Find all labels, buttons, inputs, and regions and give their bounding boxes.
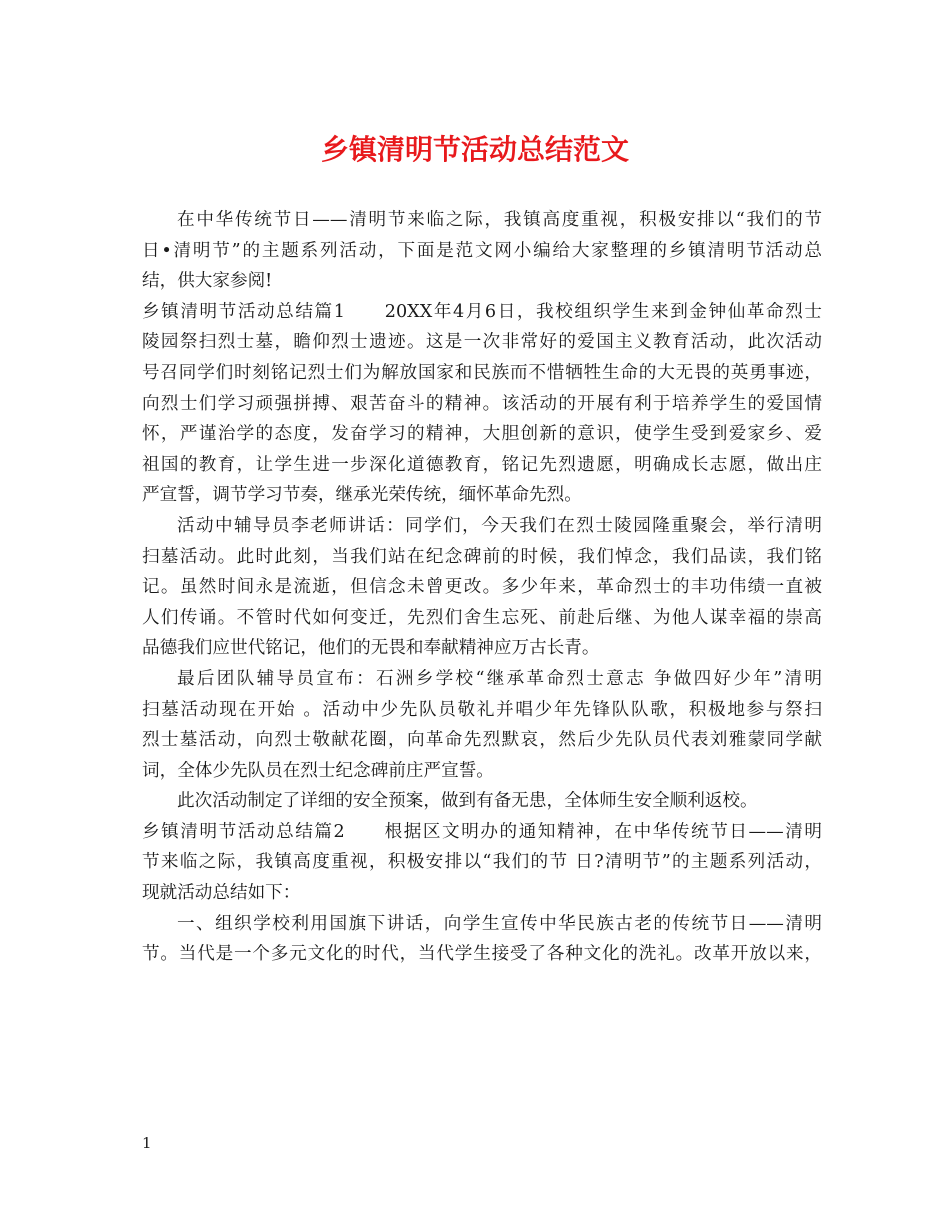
text-line: 词，全体少先队员在烈士纪念碑前庄严宣誓。	[142, 760, 494, 781]
text-line: 人们传诵。不管时代如何变迁，先烈们舍生忘死、前赴后继、为他人谋幸福的崇高	[142, 607, 822, 628]
text-line: 记。虽然时间永是流逝，但信念未曾更改。多少年来，革命烈士的丰功伟绩一直被	[142, 577, 822, 598]
text-line: 在中华传统节日——清明节来临之际，我镇高度重视，积极安排以“我们的节	[177, 210, 822, 230]
text-line: 烈士墓活动，向烈士敬献花圈，向革命先烈默哀，然后少先队员代表刘雅蒙同学献	[142, 730, 822, 751]
page-number: 1	[142, 1134, 152, 1152]
text-line: 日•清明节”的主题系列活动，下面是范文网小编给大家整理的乡镇清明节活动总	[142, 240, 822, 261]
text-line: 怀，严谨治学的态度，发奋学习的精神，大胆创新的意识，使学生受到爱家乡、爱	[142, 424, 822, 445]
document-title: 乡镇清明节活动总结范文	[320, 133, 629, 166]
text-line: 品德我们应世代铭记，他们的无畏和奉献精神应万古长青。	[142, 638, 600, 659]
text-line: 号召同学们时刻铭记烈士们为解放国家和民族而不惜牺牲生命的大无畏的英勇事迹，	[142, 362, 822, 383]
text-line: 结，供大家参阅!	[142, 271, 273, 292]
text-line: 陵园祭扫烈士墓，瞻仰烈士遗迹。这是一次非常好的爱国主义教育活动，此次活动	[142, 332, 822, 353]
document-body	[142, 205, 822, 970]
text-line: 扫墓活动。此时此刻，当我们站在纪念碑前的时候，我们悼念，我们品读，我们铭	[142, 546, 822, 567]
text-line: 此次活动制定了详细的安全预案，做到有备无患，全体师生安全顺利返校。	[177, 791, 758, 812]
text-line: 最后团队辅导员宣布：石洲乡学校“继承革命烈士意志 争做四好少年”清明	[177, 668, 822, 689]
text-line: 乡镇清明节活动总结篇1 20XX年4月6日，我校组织学生来到金钟仙革命烈士	[142, 301, 822, 322]
text-line: 一、组织学校利用国旗下讲话，向学生宣传中华民族古老的传统节日——清明	[177, 913, 822, 934]
text-line: 向烈士们学习顽强拼搏、艰苦奋斗的精神。该活动的开展有利于培养学生的爱国情	[142, 393, 822, 414]
text-line: 活动中辅导员李老师讲话：同学们，今天我们在烈士陵园隆重聚会，举行清明	[177, 515, 822, 536]
text-line: 扫墓活动现在开始 。活动中少先队员敬礼并唱少年先锋队队歌，积极地参与祭扫	[142, 699, 822, 720]
text-line: 严宣誓，调节学习节奏，继承光荣传统，缅怀革命先烈。	[142, 485, 582, 506]
text-line: 节来临之际，我镇高度重视，积极安排以“我们的节 日?清明节”的主题系列活动，	[142, 852, 822, 873]
text-line: 节。当代是一个多元文化的时代，当代学生接受了各种文化的洗礼。改革开放以来，	[142, 944, 822, 965]
text-line: 祖国的教育，让学生进一步深化道德教育，铭记先烈遗愿，明确成长志愿，做出庄	[142, 454, 822, 475]
text-line: 乡镇清明节活动总结篇2 根据区文明办的通知精神，在中华传统节日——清明	[142, 821, 822, 842]
text-line: 现就活动总结如下：	[142, 883, 301, 904]
